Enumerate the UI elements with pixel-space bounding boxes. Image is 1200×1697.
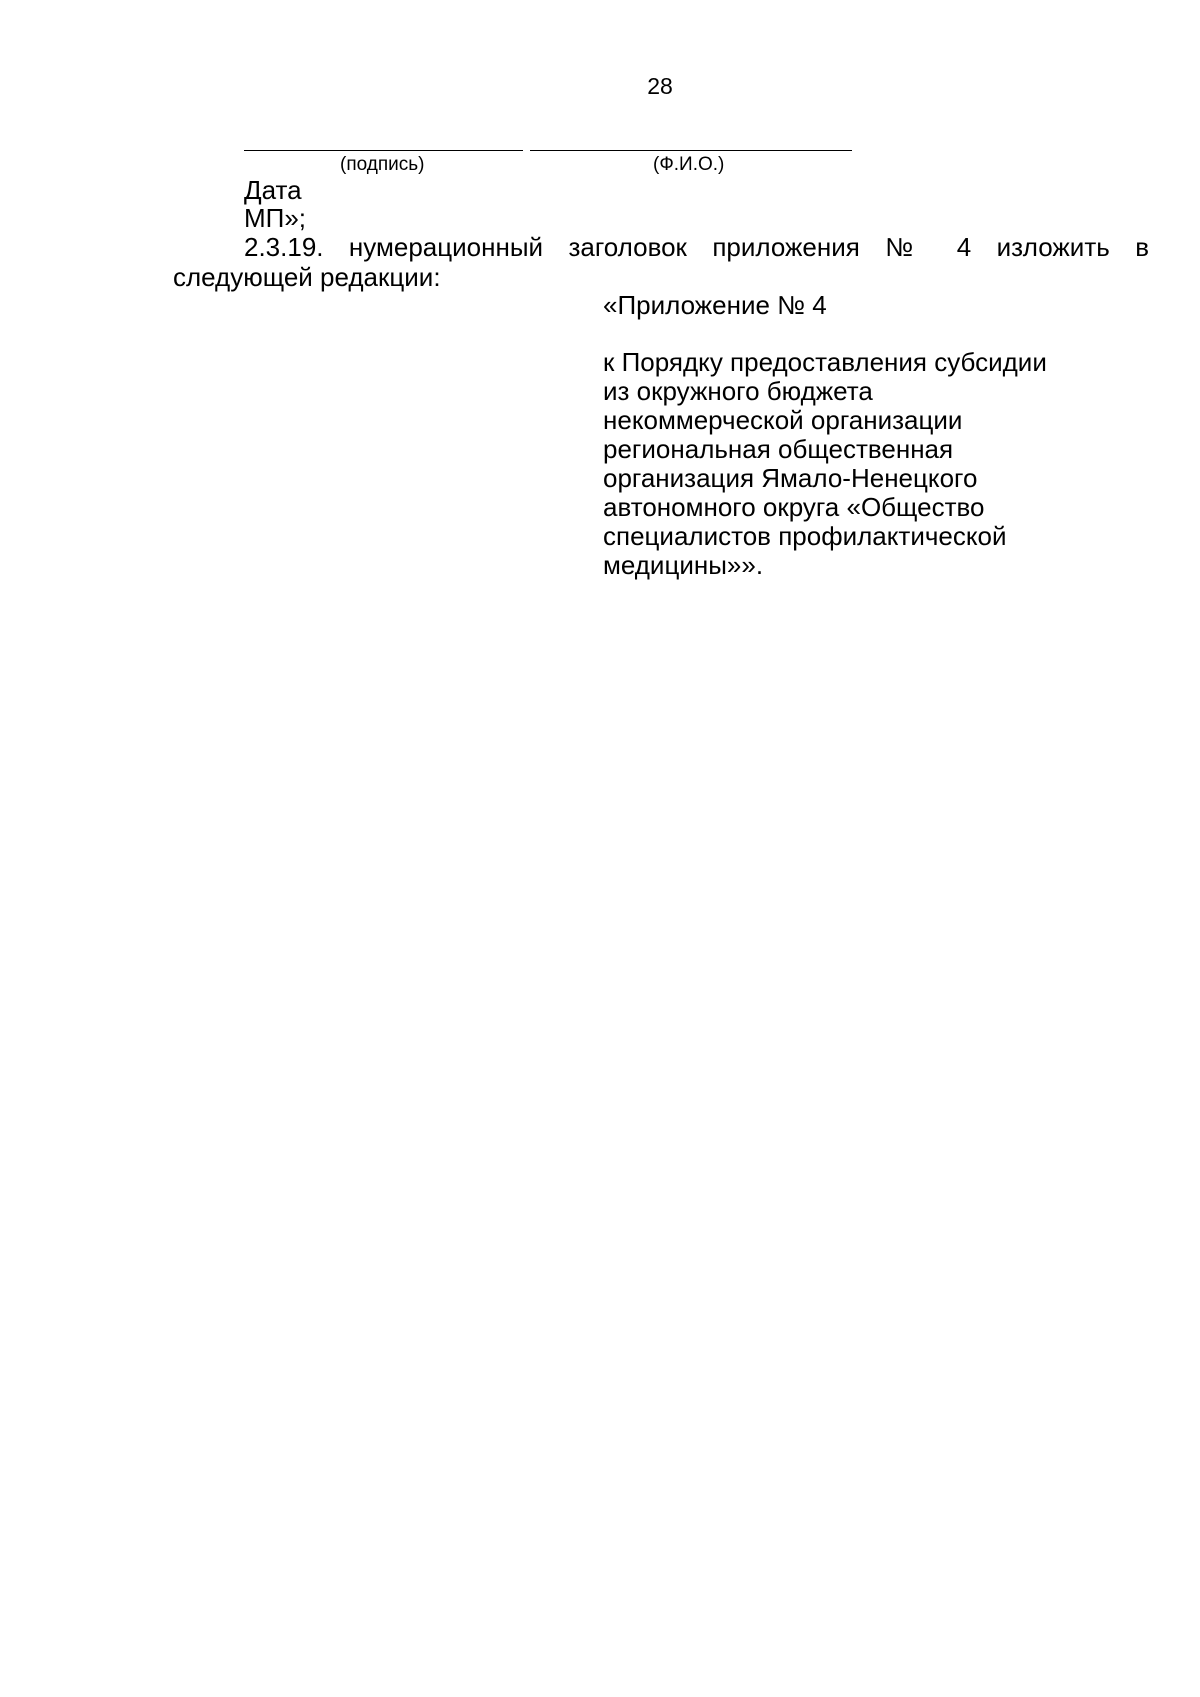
signature-caption: (подпись): [340, 154, 425, 175]
appendix-line: некоммерческой организации: [603, 405, 963, 435]
full-name-line: [530, 150, 852, 151]
appendix-title: «Приложение № 4: [603, 290, 827, 320]
paragraph-line-2: следующей редакции:: [173, 262, 441, 292]
appendix-line: медицины»».: [603, 550, 764, 580]
appendix-line: организация Ямало-Ненецкого: [603, 463, 978, 493]
full-name-caption: (Ф.И.О.): [653, 154, 725, 175]
appendix-body: [603, 348, 1103, 580]
date-label: Дата: [244, 175, 302, 205]
appendix-line: к Порядку предоставления субсидии: [603, 347, 1047, 377]
seal-label: МП»;: [244, 203, 307, 233]
appendix-line: автономного округа «Общество: [603, 492, 985, 522]
appendix-line: специалистов профилактической: [603, 521, 1007, 551]
signature-line: [244, 150, 523, 151]
page-number: 28: [647, 73, 673, 99]
appendix-line: региональная общественная: [603, 434, 954, 464]
paragraph-line-1: 2.3.19. нумерационный заголовок приложения № 4 изложить в: [244, 232, 1149, 262]
appendix-line: из окружного бюджета: [603, 376, 873, 406]
